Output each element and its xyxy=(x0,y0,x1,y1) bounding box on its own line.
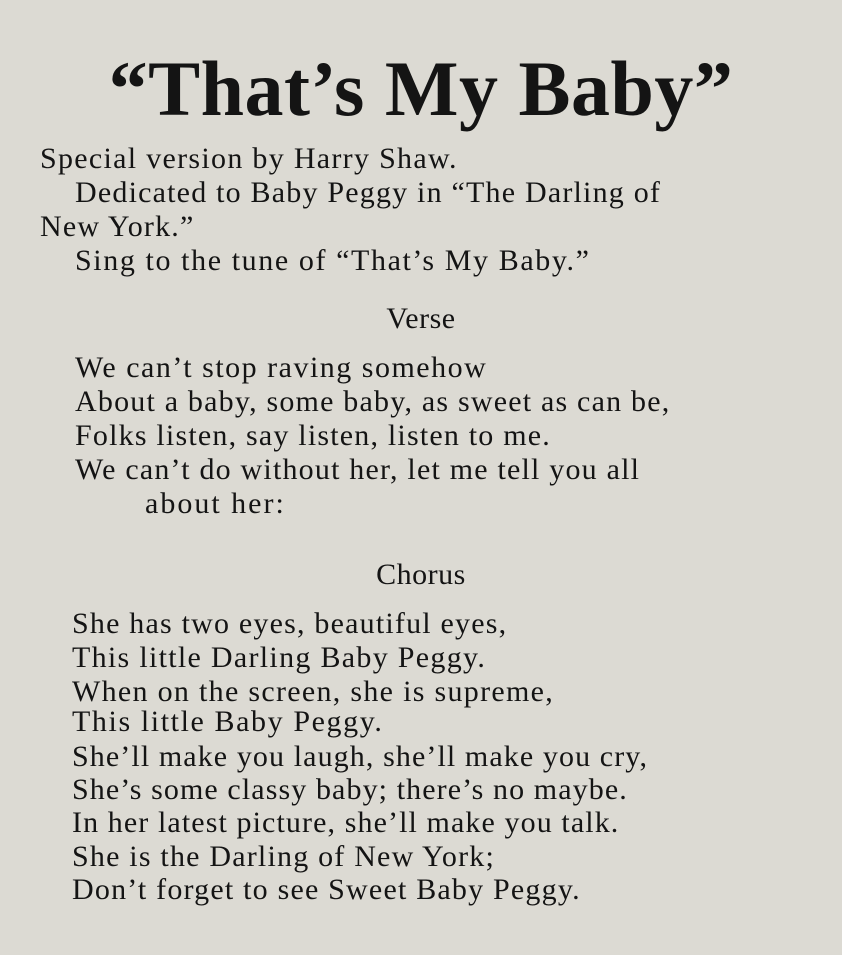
chorus-line: This little Baby Peggy. xyxy=(72,705,384,738)
chorus-line: She’s some classy baby; there’s no maybe. xyxy=(72,773,628,806)
verse-line: Folks listen, say listen, listen to me. xyxy=(75,419,551,452)
intro-dedication: Dedicated to Baby Peggy in “The Darling of xyxy=(75,176,662,209)
intro-dedication-cont: New York.” xyxy=(40,210,195,243)
chorus-line: Don’t forget to see Sweet Baby Peggy. xyxy=(72,873,581,906)
chorus-line: In her latest picture, she’ll make you talk. xyxy=(72,806,620,839)
chorus-line: This little Darling Baby Peggy. xyxy=(72,641,487,674)
intro-tune: Sing to the tune of “That’s My Baby.” xyxy=(75,244,591,277)
chorus-line: She has two eyes, beautiful eyes, xyxy=(72,607,508,640)
song-title: “That’s My Baby” xyxy=(108,45,734,132)
chorus-line: She is the Darling of New York; xyxy=(72,840,496,873)
chorus-heading: Chorus xyxy=(376,558,466,591)
verse-line: about her: xyxy=(145,487,286,520)
chorus-line: She’ll make you laugh, she’ll make you cry, xyxy=(72,740,649,773)
chorus-line: When on the screen, she is supreme, xyxy=(72,675,555,708)
verse-line: We can’t do without her, let me tell you all xyxy=(75,453,641,486)
intro-credit: Special version by Harry Shaw. xyxy=(40,142,458,175)
verse-line: We can’t stop raving somehow xyxy=(75,351,488,384)
verse-line: About a baby, some baby, as sweet as can be, xyxy=(75,385,671,418)
verse-heading: Verse xyxy=(386,302,456,335)
